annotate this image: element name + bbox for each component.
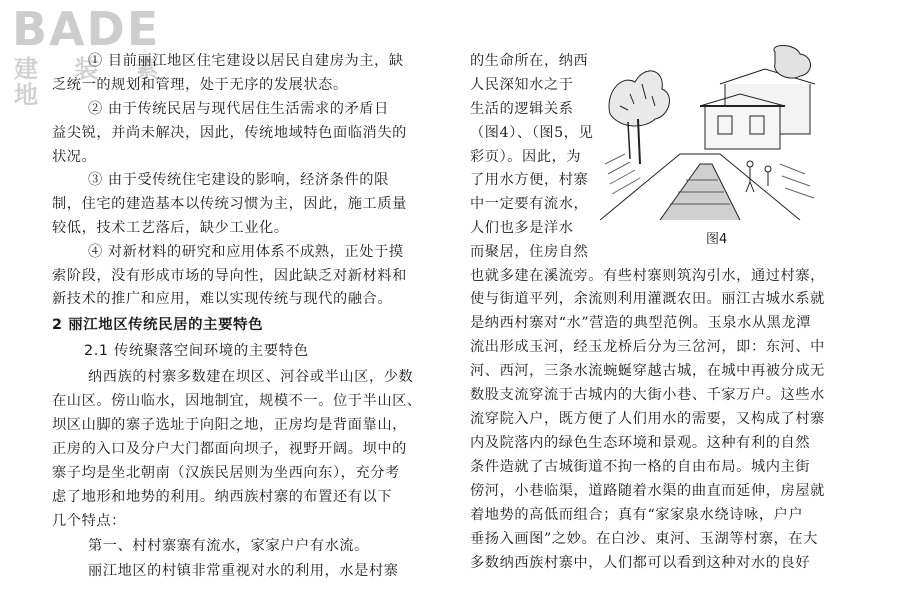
watermark-logo	[6, 2, 196, 109]
text-line: 第一、村村寨寨有流水，家家户户有水流。	[88, 538, 369, 554]
text-line: 纳西族的村寨多数建在坝区、河谷或半山区，少数	[88, 369, 414, 385]
text-line: 也就多建在溪流旁。有些村寨则筑沟引水，通过村寨，	[470, 268, 825, 284]
text-line: 坝区山脚的寨子选址于向阳之地，正房均是背面靠山，	[52, 417, 407, 433]
text-line: 寨子均是坐北朝南（汉族民居则为坐西向东），充分考	[52, 465, 400, 481]
text-line: 乏统一的规划和管理，处于无序的发展状态。	[52, 77, 348, 93]
text-line: 益尖锐，并尚未解决，因此，传统地域特色面临消失的	[52, 125, 407, 141]
text-line: 流出形成玉河，经玉龙桥后分为三岔河，即：东河、中	[470, 339, 825, 355]
text-line: 制，住宅的建造基本以传统习惯为主，因此，施工质量	[52, 196, 407, 212]
sketch-illustration	[600, 44, 818, 220]
text-line: 丽江地区的村镇非常重视对水的利用，水是村寨	[88, 563, 399, 579]
logo-subtitle: 建 装 素 地	[14, 55, 173, 109]
text-line: 条件造就了古城街道不拘一格的自由布局。城内主街	[470, 459, 811, 475]
section-heading: 2 丽江地区传统民居的主要特色	[52, 317, 264, 333]
text-line: 傍河，小巷临渠，道路随着水渠的曲直而延伸，房屋就	[470, 483, 825, 499]
text-line: 数股支流穿流于古城内的大街小巷、千家万户。这些水	[470, 387, 825, 403]
text-line: 中一定要有流水，	[470, 196, 589, 212]
text-line: ② 由于传统民居与现代居住生活需求的矛盾日	[88, 101, 389, 117]
logo-word: BADE	[12, 2, 161, 56]
text-line: （图4）、（图5，见	[470, 125, 594, 141]
text-line: 状况。	[52, 149, 97, 165]
village-sketch-figure	[600, 44, 818, 220]
text-line: 垂扬入画图”之妙。在白沙、東河、玉湖等村寨，在大	[470, 531, 818, 547]
text-line: 几个特点：	[52, 513, 126, 529]
text-line: 人民深知水之于	[470, 77, 574, 93]
text-line: 多数纳西族村寨中，人们都可以看到这种对水的良好	[470, 555, 811, 571]
text-line: 着地势的高低而组合；真有“家家泉水绕诗咏，户户	[470, 507, 804, 523]
text-line: 内及院落内的绿色生态环境和景观。这种有利的自然	[470, 435, 811, 451]
text-line: 较低，技术工艺落后，缺少工业化。	[52, 220, 289, 236]
figure-caption: 图4	[706, 232, 728, 247]
text-line: 人们也多是洋水	[470, 220, 574, 236]
text-line: 虑了地形和地势的利用。纳西族村寨的布置还有以下	[52, 489, 393, 505]
text-line: 新技术的推广和应用，难以实现传统与现代的融合。	[52, 291, 393, 307]
text-line: 了用水方便，村寨	[470, 172, 589, 188]
text-line: 的生命所在，纳西	[470, 53, 589, 69]
text-line: 河、西河，三条水流蜿蜒穿越古城，在城中再被分成无	[470, 363, 825, 379]
text-line: 是纳西村寨对“水”营造的典型范例。玉泉水从黑龙潭	[470, 315, 812, 331]
text-line: ④ 对新材料的研究和应用体系不成熟，正处于摸	[88, 244, 404, 260]
text-line: 流穿院入户，既方便了人们用水的需要，又构成了村寨	[470, 411, 825, 427]
text-line: 彩页）。因此，为	[470, 149, 582, 165]
text-line: 使与街道平列，余流则利用灌溉农田。丽江古城水系就	[470, 291, 825, 307]
text-line: ③ 由于受传统住宅建设的影响，经济条件的限	[88, 172, 389, 188]
text-line: ① 目前丽江地区住宅建设以居民自建房为主，缺	[88, 53, 404, 69]
text-line: 正房的入口及分户大门都面向坝子，视野开阔。坝中的	[52, 441, 407, 457]
text-line: 而聚居，住房自然	[470, 244, 589, 260]
subsection-heading: 2.1 传统聚落空间环境的主要特色	[84, 343, 309, 359]
text-line: 在山区。傍山临水，因地制宜，规模不一。位于半山区、	[52, 393, 422, 409]
text-line: 生活的逻辑关系	[470, 101, 574, 117]
text-line: 索阶段，没有形成市场的导向性，因此缺乏对新材料和	[52, 268, 407, 284]
